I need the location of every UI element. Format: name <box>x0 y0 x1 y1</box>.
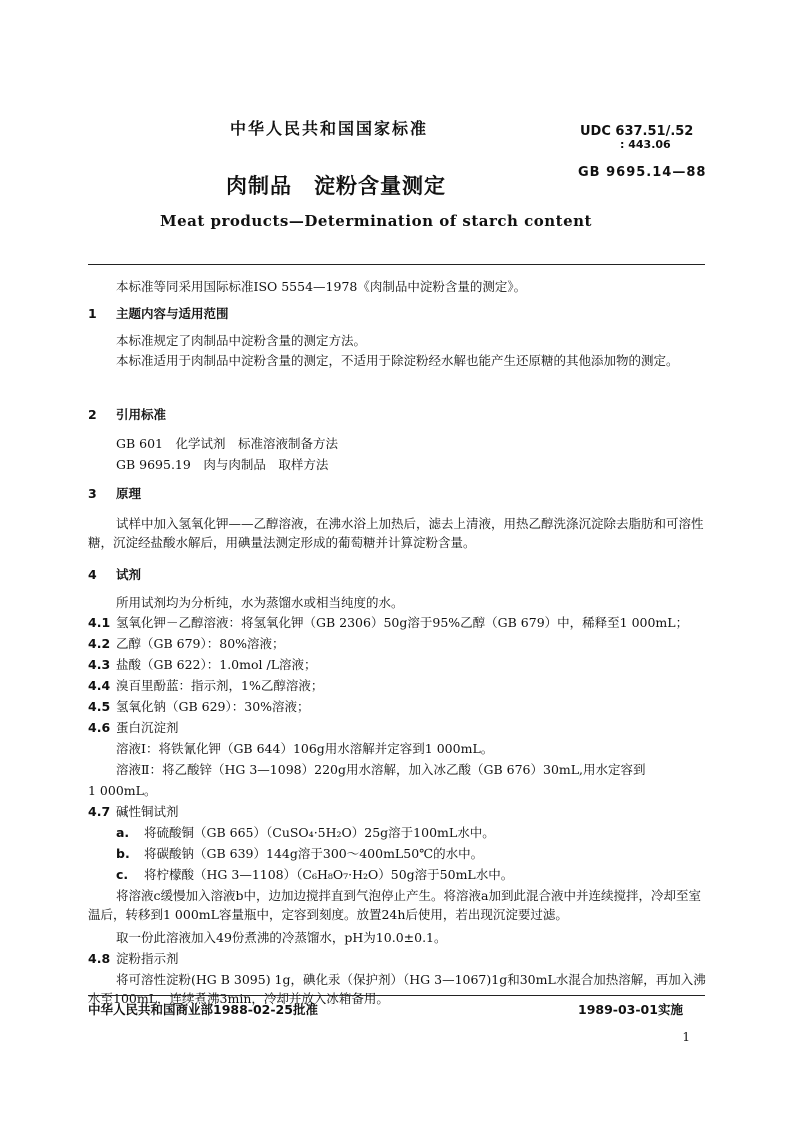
section-4-8-p1: 将可溶性淀粉(HG B 3095) 1g，碘化汞（保护剂）（HG 3—1067)1g和30mL水混合加热溶解，再加入沸水至100mL，连续煮沸3min，冷却并放入冰箱备用。 <box>88 972 706 1006</box>
english-title: Meat products—Determination of starch content <box>160 212 592 230</box>
item-text: 将硫酸铜（GB 665）（CuSO₄·5H₂O）25g溶于100mL水中。 <box>144 825 495 840</box>
reagent-item <box>88 697 706 716</box>
page-number: 1 <box>682 1030 690 1044</box>
footer-rule <box>88 995 705 996</box>
section-1-heading <box>88 304 706 323</box>
item-number: 4.5 <box>88 699 111 714</box>
udc-code-sub: : 443.06 <box>620 138 671 151</box>
section-4-8-heading <box>88 949 706 968</box>
section-1-p1: 本标准规定了肉制品中淀粉含量的测定方法。 <box>116 333 367 348</box>
solution-2: 溶液Ⅱ：将乙酸锌（HG 3—1098）220g用水溶解，加入冰乙酸（GB 676）30mL,用水定容到 <box>116 762 646 777</box>
reference-1: GB 601 化学试剂 标准溶液制备方法 <box>116 436 339 451</box>
item-label: a. <box>116 825 130 840</box>
section-4-7-p1: 将溶液c缓慢加入溶液b中，边加边搅拌直到气泡停止产生。将溶液a加到此混合液中并连续搅拌，冷却至室温后，转移到1 000mL容量瓶中，定容到刻度。放置24h后使用，若出现沉淀要过滤。 <box>88 888 701 922</box>
item-label: c. <box>116 867 129 882</box>
item-text: 碱性铜试剂 <box>116 804 179 819</box>
section-number: 2 <box>88 407 97 422</box>
reagent-item <box>88 655 706 674</box>
document-title: 肉制品 淀粉含量测定 <box>226 174 446 198</box>
section-number: 4 <box>88 567 97 582</box>
reagent-b <box>88 844 734 863</box>
item-number: 4.4 <box>88 678 111 693</box>
item-number: 4.6 <box>88 720 111 735</box>
section-4-7-p2: 取一份此溶液加入49份煮沸的冷蒸馏水，pH为10.0±0.1。 <box>116 930 447 945</box>
header-rule <box>88 264 705 265</box>
reagent-a <box>88 823 734 842</box>
udc-code: UDC 637.51/.52 <box>580 124 694 139</box>
section-number: 3 <box>88 486 97 501</box>
section-title: 主题内容与适用范围 <box>116 306 229 321</box>
section-4-heading <box>88 565 706 584</box>
solution-2-cont: 1 000mL。 <box>88 783 157 798</box>
implementation-date: 1989-03-01实施 <box>578 1002 683 1017</box>
section-4-7-heading <box>88 802 706 821</box>
section-3-heading <box>88 484 706 503</box>
item-number: 4.8 <box>88 951 111 966</box>
section-title: 试剂 <box>116 567 142 582</box>
reagent-item <box>88 718 706 737</box>
section-number: 1 <box>88 306 97 321</box>
item-text: 淀粉指示剂 <box>116 951 179 966</box>
item-text: 盐酸（GB 622）：1.0mol /L溶液； <box>116 657 317 672</box>
section-title: 原理 <box>116 486 142 501</box>
item-number: 4.7 <box>88 804 111 819</box>
solution-1: 溶液Ⅰ：将铁氰化钾（GB 644）106g用水溶解并定容到1 000mL。 <box>116 741 494 756</box>
item-label: b. <box>116 846 130 861</box>
intro-paragraph: 本标准等同采用国际标准ISO 5554—1978《肉制品中淀粉含量的测定》。 <box>116 279 527 294</box>
section-3-p1: 试样中加入氢氧化钾——乙醇溶液，在沸水浴上加热后，滤去上清液，用热乙醇洗涤沉淀除去脂肪和可溶性糖，沉淀经盐酸水解后，用碘量法测定形成的葡萄糖并计算淀粉含量。 <box>88 516 704 550</box>
item-text: 将碳酸钠（GB 639）144g溶于300～400mL50℃的水中。 <box>144 846 484 861</box>
org-title: 中华人民共和国国家标准 <box>230 119 429 138</box>
approval-date: 中华人民共和国商业部1988-02-25批准 <box>88 1002 318 1017</box>
gb-code: GB 9695.14—88 <box>578 165 707 180</box>
item-text: 氢氧化钾－乙醇溶液：将氢氧化钾（GB 2306）50g溶于95%乙醇（GB 679）中，稀释至1 000mL； <box>116 615 689 630</box>
item-text: 氢氧化钠（GB 629）：30%溶液； <box>116 699 310 714</box>
reagent-item <box>88 634 706 653</box>
section-title: 引用标准 <box>116 407 167 422</box>
item-number: 4.1 <box>88 615 111 630</box>
reagent-item <box>88 613 706 632</box>
item-text: 蛋白沉淀剂 <box>116 720 179 735</box>
section-1-p2: 本标准适用于肉制品中淀粉含量的测定，不适用于除淀粉经水解也能产生还原糖的其他添加物的测定。 <box>116 353 679 368</box>
item-text: 将柠檬酸（HG 3—1108）（C₆H₈O₇·H₂O）50g溶于50mL水中。 <box>144 867 514 882</box>
item-text: 乙醇（GB 679）：80%溶液； <box>116 636 285 651</box>
reagent-c <box>88 865 734 884</box>
item-number: 4.3 <box>88 657 111 672</box>
item-number: 4.2 <box>88 636 111 651</box>
reagent-item <box>88 676 706 695</box>
reference-2: GB 9695.19 肉与肉制品 取样方法 <box>116 457 329 472</box>
section-2-heading <box>88 405 706 424</box>
section-4-p1: 所用试剂均为分析纯，水为蒸馏水或相当纯度的水。 <box>116 595 404 610</box>
item-text: 溴百里酚蓝：指示剂，1%乙醇溶液； <box>116 678 324 693</box>
